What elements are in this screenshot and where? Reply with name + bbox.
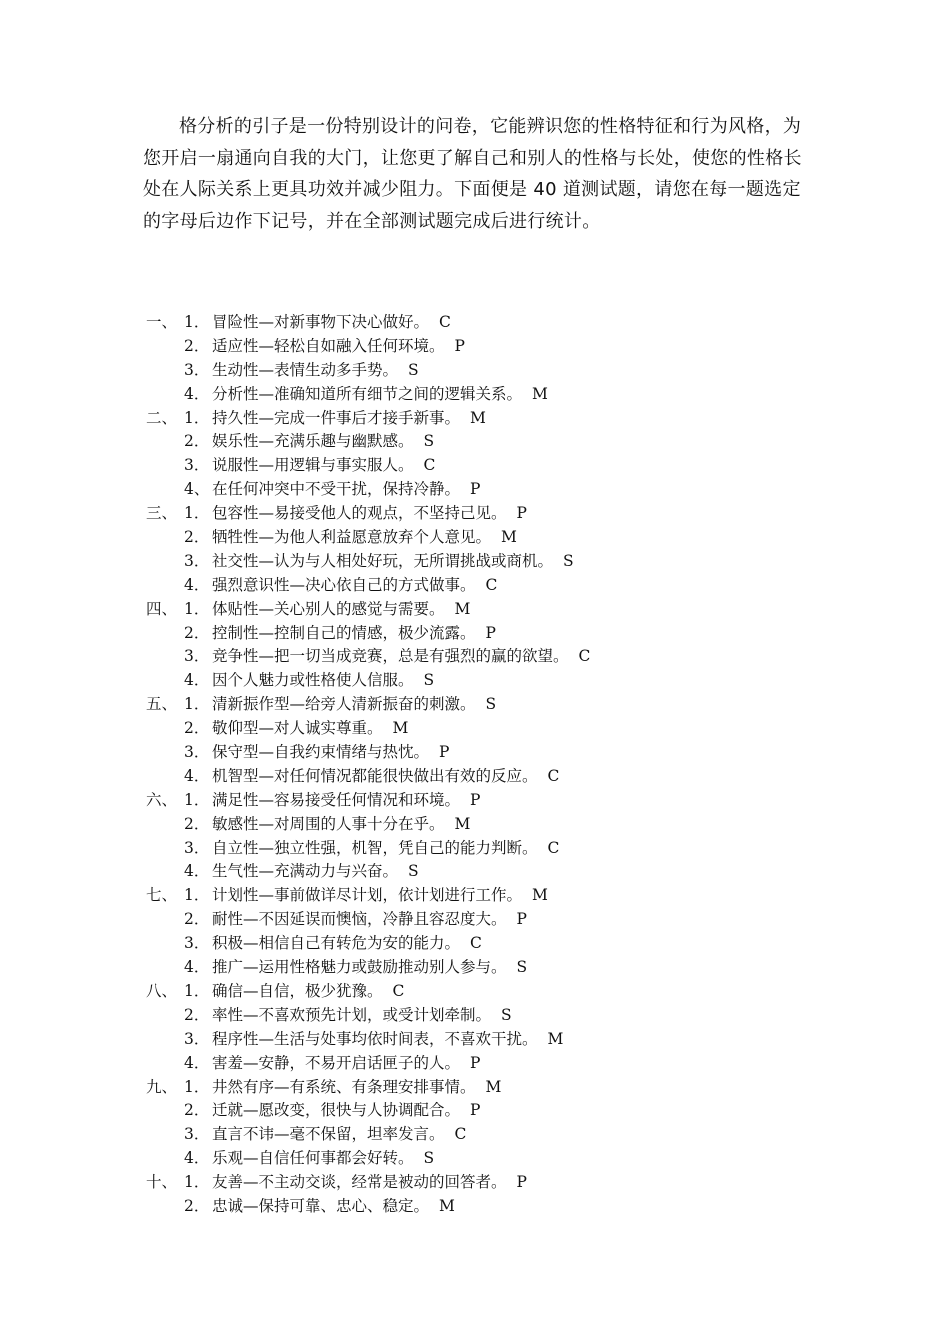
option-number: 1． [184,886,210,905]
option-text: 害羞—安静，不易开启话匣子的人。 [212,1053,461,1072]
option-code: S [516,958,528,977]
option-number: 1． [184,408,210,427]
option-text: 说服性—用逻辑与事实服人。 [212,456,414,475]
option-text: 耐性—不因延误而懊恼，冷静且容忍度大。 [212,910,507,929]
option-number: 1． [184,599,210,618]
option-number: 2． [184,336,210,355]
question-option-line [146,430,846,454]
option-code: S [501,1005,512,1024]
option-code: S [563,551,574,570]
option-text: 分析性—准确知道所有细节之间的逻辑关系。 [212,384,523,403]
option-code: P [516,504,527,523]
option-number: 2． [184,432,210,451]
option-text: 计划性—事前做详尽计划，依计划进行工作。 [212,886,523,905]
option-code: P [439,743,450,762]
option-text: 娱乐性—充满乐趣与幽默感。 [212,432,414,451]
option-number: 3． [184,934,210,953]
question-option-line [146,359,846,383]
option-code: C [547,766,560,785]
option-text: 控制性—控制自己的情感，极少流露。 [212,623,476,642]
question-number: 三、 [146,504,178,523]
question-option-line [146,1076,846,1100]
option-number: 4． [184,766,210,785]
option-code: C [454,1125,467,1144]
option-text: 牺牲性—为他人利益愿意放弃个人意见。 [212,528,492,547]
option-number: 2． [184,1196,210,1215]
question-option-line [146,1028,846,1052]
option-number: 2． [184,719,210,738]
question-option-line [146,550,846,574]
option-text: 持久性—完成一件事后才接手新事。 [212,408,461,427]
option-number: 1． [184,981,210,1000]
option-number: 3． [184,456,210,475]
option-text: 确信—自信，极少犹豫。 [212,981,383,1000]
option-code: M [470,408,486,427]
question-option-line [146,454,846,478]
option-number: 2． [184,1101,210,1120]
question-option-line [146,956,846,980]
question-option-line [146,645,846,669]
question-option-line [146,335,846,359]
question-option-line [146,502,846,526]
option-number: 1． [184,504,210,523]
option-code: C [485,575,498,594]
option-text: 清新振作型—给旁人清新振奋的刺激。 [212,695,476,714]
option-code: M [532,384,548,403]
question-number: 五、 [146,695,178,714]
question-option-line [146,526,846,550]
option-number: 1． [184,1077,210,1096]
question-option-line [146,884,846,908]
option-code: M [454,814,471,833]
option-text: 适应性—轻松自如融入任何环境。 [212,336,445,355]
question-option-line [146,598,846,622]
question-option-line [146,693,846,717]
question-option-line [146,622,846,646]
option-code: C [547,838,560,857]
option-text: 敏感性—对周围的人事十分在乎。 [212,814,445,833]
question-option-line [146,717,846,741]
option-text: 因个人魅力或性格使人信服。 [212,671,414,690]
option-number: 2． [184,528,210,547]
option-number: 4． [184,1053,210,1072]
option-number: 3． [184,1029,210,1048]
option-text: 乐观—自信任何事都会好转。 [212,1149,414,1168]
question-option-line [146,932,846,956]
option-number: 4． [184,1149,210,1168]
option-code: C [470,934,482,953]
option-code: P [454,336,465,355]
option-code: P [470,790,481,809]
question-option-line [146,1195,846,1219]
option-number: 3． [184,1125,210,1144]
question-option-line [146,980,846,1004]
question-option-line [146,1004,846,1028]
question-option-line [146,1123,846,1147]
option-number: 4． [184,671,210,690]
option-text: 保守型—自我约束情绪与热忱。 [212,743,430,762]
option-number: 3． [184,743,210,762]
question-number: 七、 [146,886,178,905]
option-number: 1． [184,790,210,809]
question-option-line [146,1171,846,1195]
question-option-line [146,478,846,502]
option-text: 体贴性—关心别人的感觉与需要。 [212,599,445,618]
option-number: 4． [184,862,210,881]
question-option-line [146,813,846,837]
question-number: 六、 [146,790,178,809]
option-code: C [423,456,436,475]
question-option-line [146,765,846,789]
question-number: 一、 [146,313,178,331]
option-code: P [470,1101,481,1120]
option-code: P [470,1053,481,1072]
question-list [146,311,846,1219]
option-number: 2． [184,814,210,833]
option-code: P [470,480,481,499]
option-text: 冒险性—对新事物下决心做好。 [212,313,430,331]
option-code: M [454,599,471,618]
option-text: 井然有序—有系统、有条理安排事情。 [212,1077,476,1096]
option-number: 4． [184,384,210,403]
option-text: 在任何冲突中不受干扰，保持冷静。 [212,480,461,499]
question-number: 八、 [146,981,178,1000]
option-code: M [439,1196,455,1215]
option-code: S [408,360,419,379]
option-text: 推广—运用性格魅力或鼓励推动别人参与。 [212,958,507,977]
option-code: S [423,1149,435,1168]
option-code: M [485,1077,502,1096]
option-text: 竞争性—把一切当成竞赛，总是有强烈的赢的欲望。 [212,647,569,666]
option-code: S [408,862,419,881]
option-text: 社交性—认为与人相处好玩，无所谓挑战或商机。 [212,551,554,570]
option-number: 2． [184,910,210,929]
question-option-line [146,407,846,431]
option-text: 忠诚—保持可靠、忠心、稳定。 [212,1196,430,1215]
question-number: 九、 [146,1077,178,1096]
option-text: 生动性—表情生动多手势。 [212,360,399,379]
option-text: 直言不讳—毫不保留，坦率发言。 [212,1125,445,1144]
option-code: P [516,1173,527,1192]
option-text: 友善—不主动交谈，经常是被动的回答者。 [212,1173,507,1192]
question-option-line [146,574,846,598]
option-code: C [578,647,591,666]
question-option-line [146,741,846,765]
option-text: 积极—相信自己有转危为安的能力。 [212,934,461,953]
question-number: 十、 [146,1173,178,1192]
question-option-line [146,860,846,884]
question-option-line [146,1147,846,1171]
question-number: 二、 [146,408,178,427]
option-text: 满足性—容易接受任何情况和环境。 [212,790,461,809]
option-text: 率性—不喜欢预先计划，或受计划牵制。 [212,1005,492,1024]
question-option-line [146,1099,846,1123]
option-text: 程序性—生活与处事均依时间表，不喜欢干扰。 [212,1029,538,1048]
option-code: M [547,1029,564,1048]
option-code: S [423,432,435,451]
option-text: 包容性—易接受他人的观点，不坚持己见。 [212,504,507,523]
question-option-line [146,1052,846,1076]
option-code: S [485,695,497,714]
option-text: 强烈意识性—决心依自己的方式做事。 [212,575,476,594]
option-number: 3． [184,360,210,379]
option-number: 1． [184,1173,210,1192]
option-code: P [485,623,496,642]
question-option-line [146,837,846,861]
option-code: M [532,886,548,905]
question-number: 四、 [146,599,178,618]
intro-paragraph: 格分析的引子是一份特别设计的问卷，它能辨识您的性格特征和行为风格，为您开启一扇通向自我的大门，让您更了解自己和别人的性格与长处，使您的性格长处在人际关系上更具功效并减少阻力。下面便是 40 道测试题，请您在每一题选定的字母后边作下记号，并在全部测试题完成后进行统计。 [143,116,802,232]
option-text: 机智型—对任何情况都能很快做出有效的反应。 [212,766,538,785]
option-number: 4． [184,575,210,594]
option-code: C [392,981,405,1000]
option-number: 3． [184,551,210,570]
question-option-line [146,669,846,693]
option-code: C [439,313,451,331]
option-number: 4、 [184,480,210,499]
option-number: 3． [184,647,210,666]
option-number: 2． [184,1005,210,1024]
question-option-line [146,789,846,813]
option-text: 敬仰型—对人诚实尊重。 [212,719,383,738]
question-option-line [146,383,846,407]
option-text: 自立性—独立性强，机智，凭自己的能力判断。 [212,838,538,857]
option-number: 2． [184,623,210,642]
question-option-line [146,311,846,335]
option-code: M [501,528,517,547]
option-text: 迁就—愿改变，很快与人协调配合。 [212,1101,461,1120]
question-option-line [146,908,846,932]
option-number: 1． [184,313,210,331]
option-code: P [516,910,527,929]
option-code: M [392,719,409,738]
option-code: S [423,671,435,690]
option-number: 1． [184,695,210,714]
option-text: 生气性—充满动力与兴奋。 [212,862,399,881]
option-number: 3． [184,838,210,857]
option-number: 4． [184,958,210,977]
